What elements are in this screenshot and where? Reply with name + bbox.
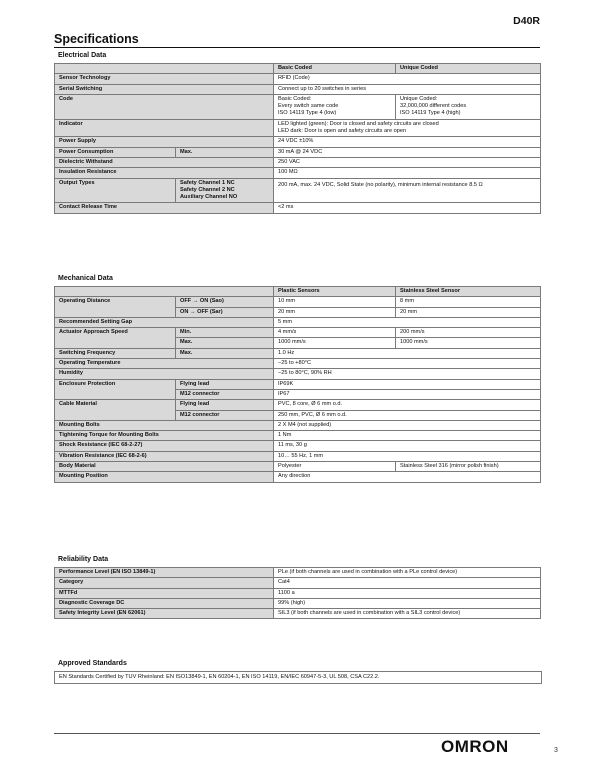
row-value: 250 VAC bbox=[274, 157, 541, 167]
code-line: 32,000,000 different codes bbox=[400, 103, 467, 110]
row-label: Shock Resistance (IEC 68-2-27) bbox=[55, 441, 274, 451]
table-row bbox=[55, 609, 541, 619]
channel-label: Safety Channel 2 NC bbox=[180, 186, 235, 193]
row-value: Any direction bbox=[274, 472, 541, 482]
table-row bbox=[55, 568, 541, 578]
table-row bbox=[55, 369, 541, 379]
channel-label: Safety Channel 1 NC bbox=[180, 179, 235, 186]
table-row bbox=[55, 359, 541, 369]
column-header-stainless: Stainless Steel Sensor bbox=[396, 287, 541, 297]
row-value: 1100 a bbox=[274, 588, 541, 598]
table-row bbox=[55, 348, 541, 358]
row-label: Code bbox=[55, 94, 274, 119]
table-row bbox=[55, 94, 541, 119]
row-value: 1.0 Hz bbox=[274, 348, 541, 358]
table-row bbox=[55, 297, 541, 307]
table-row bbox=[55, 431, 541, 441]
row-label: Actuator Approach Speed bbox=[55, 328, 176, 349]
row-label: Insulation Resistance bbox=[55, 168, 274, 178]
row-value: 8 mm bbox=[396, 297, 541, 307]
row-label: MTTFd bbox=[55, 588, 274, 598]
reliability-table bbox=[54, 567, 541, 619]
table-row bbox=[55, 178, 541, 203]
code-line: Every switch same code bbox=[278, 103, 339, 110]
table-row bbox=[55, 157, 541, 167]
row-value-basic bbox=[274, 94, 396, 119]
row-value bbox=[274, 119, 541, 137]
product-code: D40R bbox=[513, 15, 540, 27]
table-row bbox=[55, 74, 541, 84]
title-divider bbox=[54, 47, 540, 48]
table-row bbox=[55, 578, 541, 588]
row-label: Operating Distance bbox=[55, 297, 176, 318]
row-value: 5 mm bbox=[274, 317, 541, 327]
row-sublabel bbox=[176, 178, 274, 203]
row-value: 200 mm/s bbox=[396, 328, 541, 338]
row-label: Cable Material bbox=[55, 400, 176, 421]
row-label: Sensor Technology bbox=[55, 74, 274, 84]
table-row bbox=[55, 168, 541, 178]
row-sublabel: Max. bbox=[176, 348, 274, 358]
row-value: Cat4 bbox=[274, 578, 541, 588]
channel-label: Auxiliary Channel NO bbox=[180, 194, 238, 201]
column-header-plastic: Plastic Sensors bbox=[274, 287, 396, 297]
row-value: 100 MΩ bbox=[274, 168, 541, 178]
row-value: IP67 bbox=[274, 389, 541, 399]
row-label: Mounting Bolts bbox=[55, 420, 274, 430]
row-sublabel: Flying lead bbox=[176, 379, 274, 389]
row-value: SIL3 (if both channels are used in combination with a SIL3 control device) bbox=[274, 609, 541, 619]
row-value: 30 mA @ 24 VDC bbox=[274, 147, 541, 157]
table-header-row bbox=[55, 64, 541, 74]
row-sublabel: M12 connector bbox=[176, 410, 274, 420]
row-value: 250 mm, PVC, Ø 6 mm o.d. bbox=[274, 410, 541, 420]
row-label: Dielectric Withstand bbox=[55, 157, 274, 167]
table-row bbox=[55, 317, 541, 327]
row-value: Polyester bbox=[274, 462, 396, 472]
row-value: 20 mm bbox=[396, 307, 541, 317]
table-row bbox=[55, 462, 541, 472]
row-label: Power Consumption bbox=[55, 147, 176, 157]
standards-text: EN Standards Certified by TUV Rheinland: EN ISO13849-1, EN 60204-1, EN ISO 14119, EN/IEC 60947-5-3, UL 508, CSA C22.2. bbox=[54, 671, 542, 684]
row-value: 2 X M4 (not supplied) bbox=[274, 420, 541, 430]
table-row bbox=[55, 441, 541, 451]
row-label: Diagnostic Coverage DC bbox=[55, 598, 274, 608]
table-row bbox=[55, 119, 541, 137]
row-label: Switching Frequency bbox=[55, 348, 176, 358]
row-sublabel: OFF → ON (Sao) bbox=[176, 297, 274, 307]
row-label: Recommended Setting Gap bbox=[55, 317, 274, 327]
row-label: Enclosure Protection bbox=[55, 379, 176, 400]
row-label: Operating Temperature bbox=[55, 359, 274, 369]
row-value: Connect up to 20 switches in series bbox=[274, 84, 541, 94]
row-label: Safety Integrity Level (EN 62061) bbox=[55, 609, 274, 619]
code-line: ISO 14119 Type 4 (high) bbox=[400, 110, 461, 117]
row-label: Category bbox=[55, 578, 274, 588]
row-value: RFID (Code) bbox=[274, 74, 541, 84]
code-line: Basic Coded: bbox=[278, 95, 312, 102]
row-value-unique bbox=[396, 94, 541, 119]
table-row bbox=[55, 379, 541, 389]
row-value: 20 mm bbox=[274, 307, 396, 317]
row-value: IP69K bbox=[274, 379, 541, 389]
brand-logo: OMRON bbox=[441, 737, 509, 756]
row-label: Humidity bbox=[55, 369, 274, 379]
table-row bbox=[55, 137, 541, 147]
code-line: ISO 14119 Type 4 (low) bbox=[278, 110, 337, 117]
column-header-basic: Basic Coded bbox=[274, 64, 396, 74]
page-number: 3 bbox=[554, 747, 558, 754]
column-header-unique: Unique Coded bbox=[396, 64, 541, 74]
table-row bbox=[55, 472, 541, 482]
row-label: Tightening Torque for Mounting Bolts bbox=[55, 431, 274, 441]
table-row bbox=[55, 588, 541, 598]
row-value: 10 mm bbox=[274, 297, 396, 307]
row-value: Stainless Steel 316 (mirror polish finish) bbox=[396, 462, 541, 472]
standards-heading: Approved Standards bbox=[58, 660, 127, 667]
row-label: Mounting Position bbox=[55, 472, 274, 482]
row-label: Output Types bbox=[55, 178, 176, 203]
row-value: 4 mm/s bbox=[274, 328, 396, 338]
row-label: Serial Switching bbox=[55, 84, 274, 94]
row-label: Power Supply bbox=[55, 137, 274, 147]
row-label: Indicator bbox=[55, 119, 274, 137]
electrical-heading: Electrical Data bbox=[58, 52, 107, 59]
table-row bbox=[55, 400, 541, 410]
table-row bbox=[55, 328, 541, 338]
row-value: 1000 mm/s bbox=[274, 338, 396, 348]
electrical-table bbox=[54, 63, 541, 214]
row-value: 1 Nm bbox=[274, 431, 541, 441]
table-row bbox=[55, 147, 541, 157]
indicator-line: LED dark: Door is open and safety circuits are open bbox=[278, 128, 407, 135]
row-sublabel: Flying lead bbox=[176, 400, 274, 410]
row-value: PLe (if both channels are used in combination with a PLe control device) bbox=[274, 568, 541, 578]
mechanical-table bbox=[54, 286, 541, 483]
row-sublabel: Max. bbox=[176, 147, 274, 157]
table-row bbox=[55, 84, 541, 94]
indicator-line: LED lighted (green): Door is closed and safety circuits are closed bbox=[278, 120, 439, 127]
mechanical-heading: Mechanical Data bbox=[58, 275, 113, 282]
row-value: 99% (high) bbox=[274, 598, 541, 608]
row-sublabel: Min. bbox=[176, 328, 274, 338]
page-title: Specifications bbox=[54, 32, 139, 46]
code-line: Unique Coded: bbox=[400, 95, 438, 102]
table-row bbox=[55, 203, 541, 213]
row-label: Body Material bbox=[55, 462, 274, 472]
row-label: Performance Level (EN ISO 13849-1) bbox=[55, 568, 274, 578]
row-value: 11 ms, 30 g bbox=[274, 441, 541, 451]
row-sublabel: Max. bbox=[176, 338, 274, 348]
row-value: <2 ms bbox=[274, 203, 541, 213]
row-label: Contact Release Time bbox=[55, 203, 274, 213]
row-value: 200 mA, max. 24 VDC, Solid State (no polarity), minimum internal resistance 8.5 Ω bbox=[274, 178, 541, 203]
row-value: −25 to 80°C, 90% RH bbox=[274, 369, 541, 379]
row-sublabel: M12 connector bbox=[176, 389, 274, 399]
table-row bbox=[55, 420, 541, 430]
row-value: PVC, 8 core, Ø 6 mm o.d. bbox=[274, 400, 541, 410]
row-value: 1000 mm/s bbox=[396, 338, 541, 348]
row-value: 10… 55 Hz, 1 mm bbox=[274, 451, 541, 461]
row-value: −25 to +80°C bbox=[274, 359, 541, 369]
row-sublabel: ON → OFF (Sar) bbox=[176, 307, 274, 317]
table-row bbox=[55, 451, 541, 461]
table-row bbox=[55, 598, 541, 608]
row-label: Vibration Resistance (IEC 68-2-6) bbox=[55, 451, 274, 461]
footer-divider bbox=[54, 733, 540, 734]
reliability-heading: Reliability Data bbox=[58, 556, 109, 563]
row-value: 24 VDC ±10% bbox=[274, 137, 541, 147]
table-header-row bbox=[55, 287, 541, 297]
